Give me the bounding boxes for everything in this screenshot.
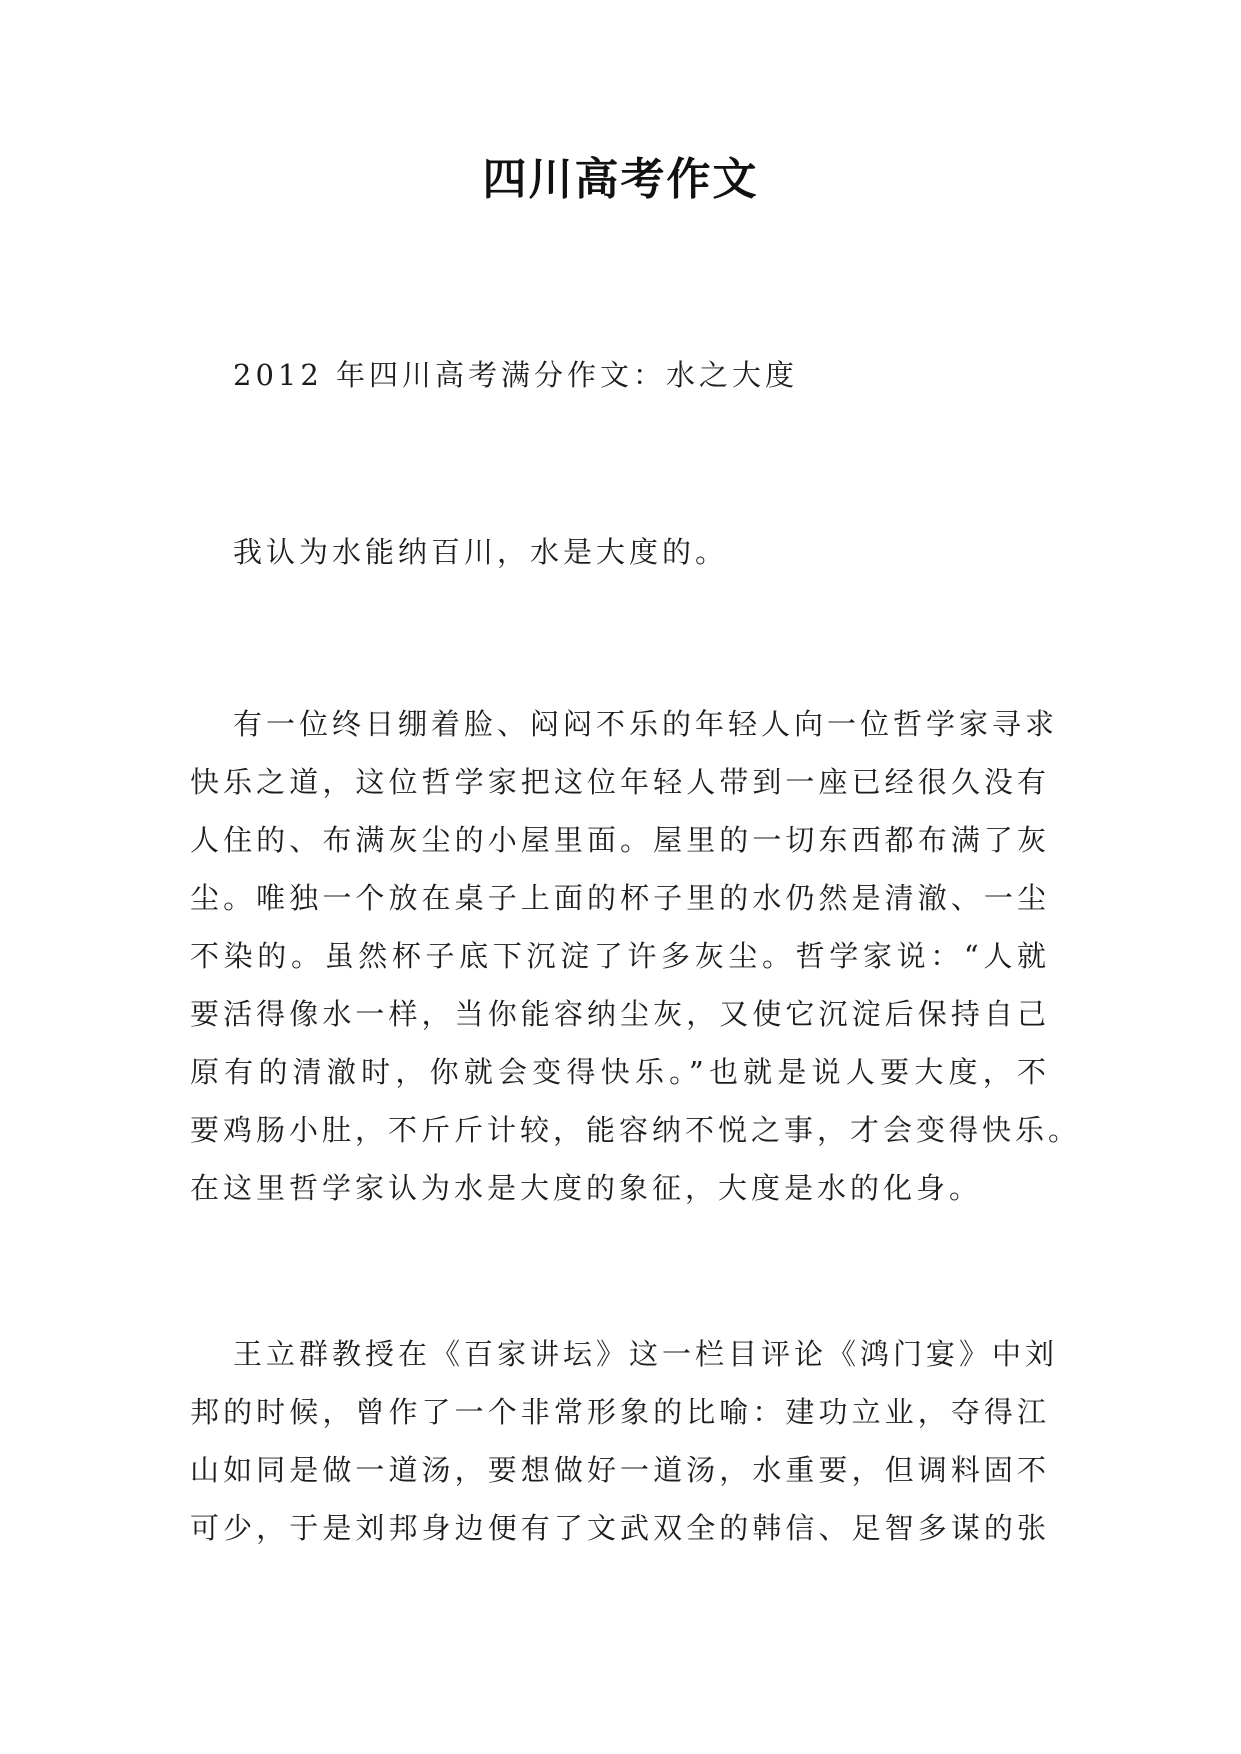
paragraph-line: 不染的。虽然杯子底下沉淀了许多灰尘。哲学家说：“人就 [190,939,1050,973]
document-title: 四川高考作文 [482,154,759,205]
paragraph-line: 王立群教授在《百家讲坛》这一栏目评论《鸿门宴》中刘 [233,1337,1059,1371]
paragraph-line: 要鸡肠小肚，不斤斤计较，能容纳不悦之事，才会变得快乐。 [190,1113,1082,1147]
paragraph-line: 尘。唯独一个放在桌子上面的杯子里的水仍然是清澈、一尘 [190,881,1050,915]
paragraph-1 [190,695,1082,1217]
paragraph-line: 要活得像水一样，当你能容纳尘灰，又使它沉淀后保持自己 [190,997,1050,1031]
paragraph-line: 人住的、布满灰尘的小屋里面。屋里的一切东西都布满了灰 [190,823,1050,857]
paragraph-line: 原有的清澈时，你就会变得快乐。”也就是说人要大度，不 [190,1055,1050,1089]
paragraph-line: 有一位终日绷着脸、闷闷不乐的年轻人向一位哲学家寻求 [233,707,1059,741]
paragraph-line: 可少，于是刘邦身边便有了文武双全的韩信、足智多谋的张 [190,1511,1050,1545]
paragraph-line: 山如同是做一道汤，要想做好一道汤，水重要，但调料固不 [190,1453,1050,1487]
paragraph-2 [190,1325,1059,1557]
paragraph-line: 在这里哲学家认为水是大度的象征，大度是水的化身。 [190,1171,983,1205]
paragraph-line: 快乐之道，这位哲学家把这位年轻人带到一座已经很久没有 [190,765,1050,799]
paragraph-line: 邦的时候，曾作了一个非常形象的比喻：建功立业，夺得江 [190,1395,1050,1429]
intro-paragraph: 我认为水能纳百川，水是大度的。 [233,535,729,569]
essay-subtitle: 2012 年四川高考满分作文：水之大度 [233,358,799,392]
